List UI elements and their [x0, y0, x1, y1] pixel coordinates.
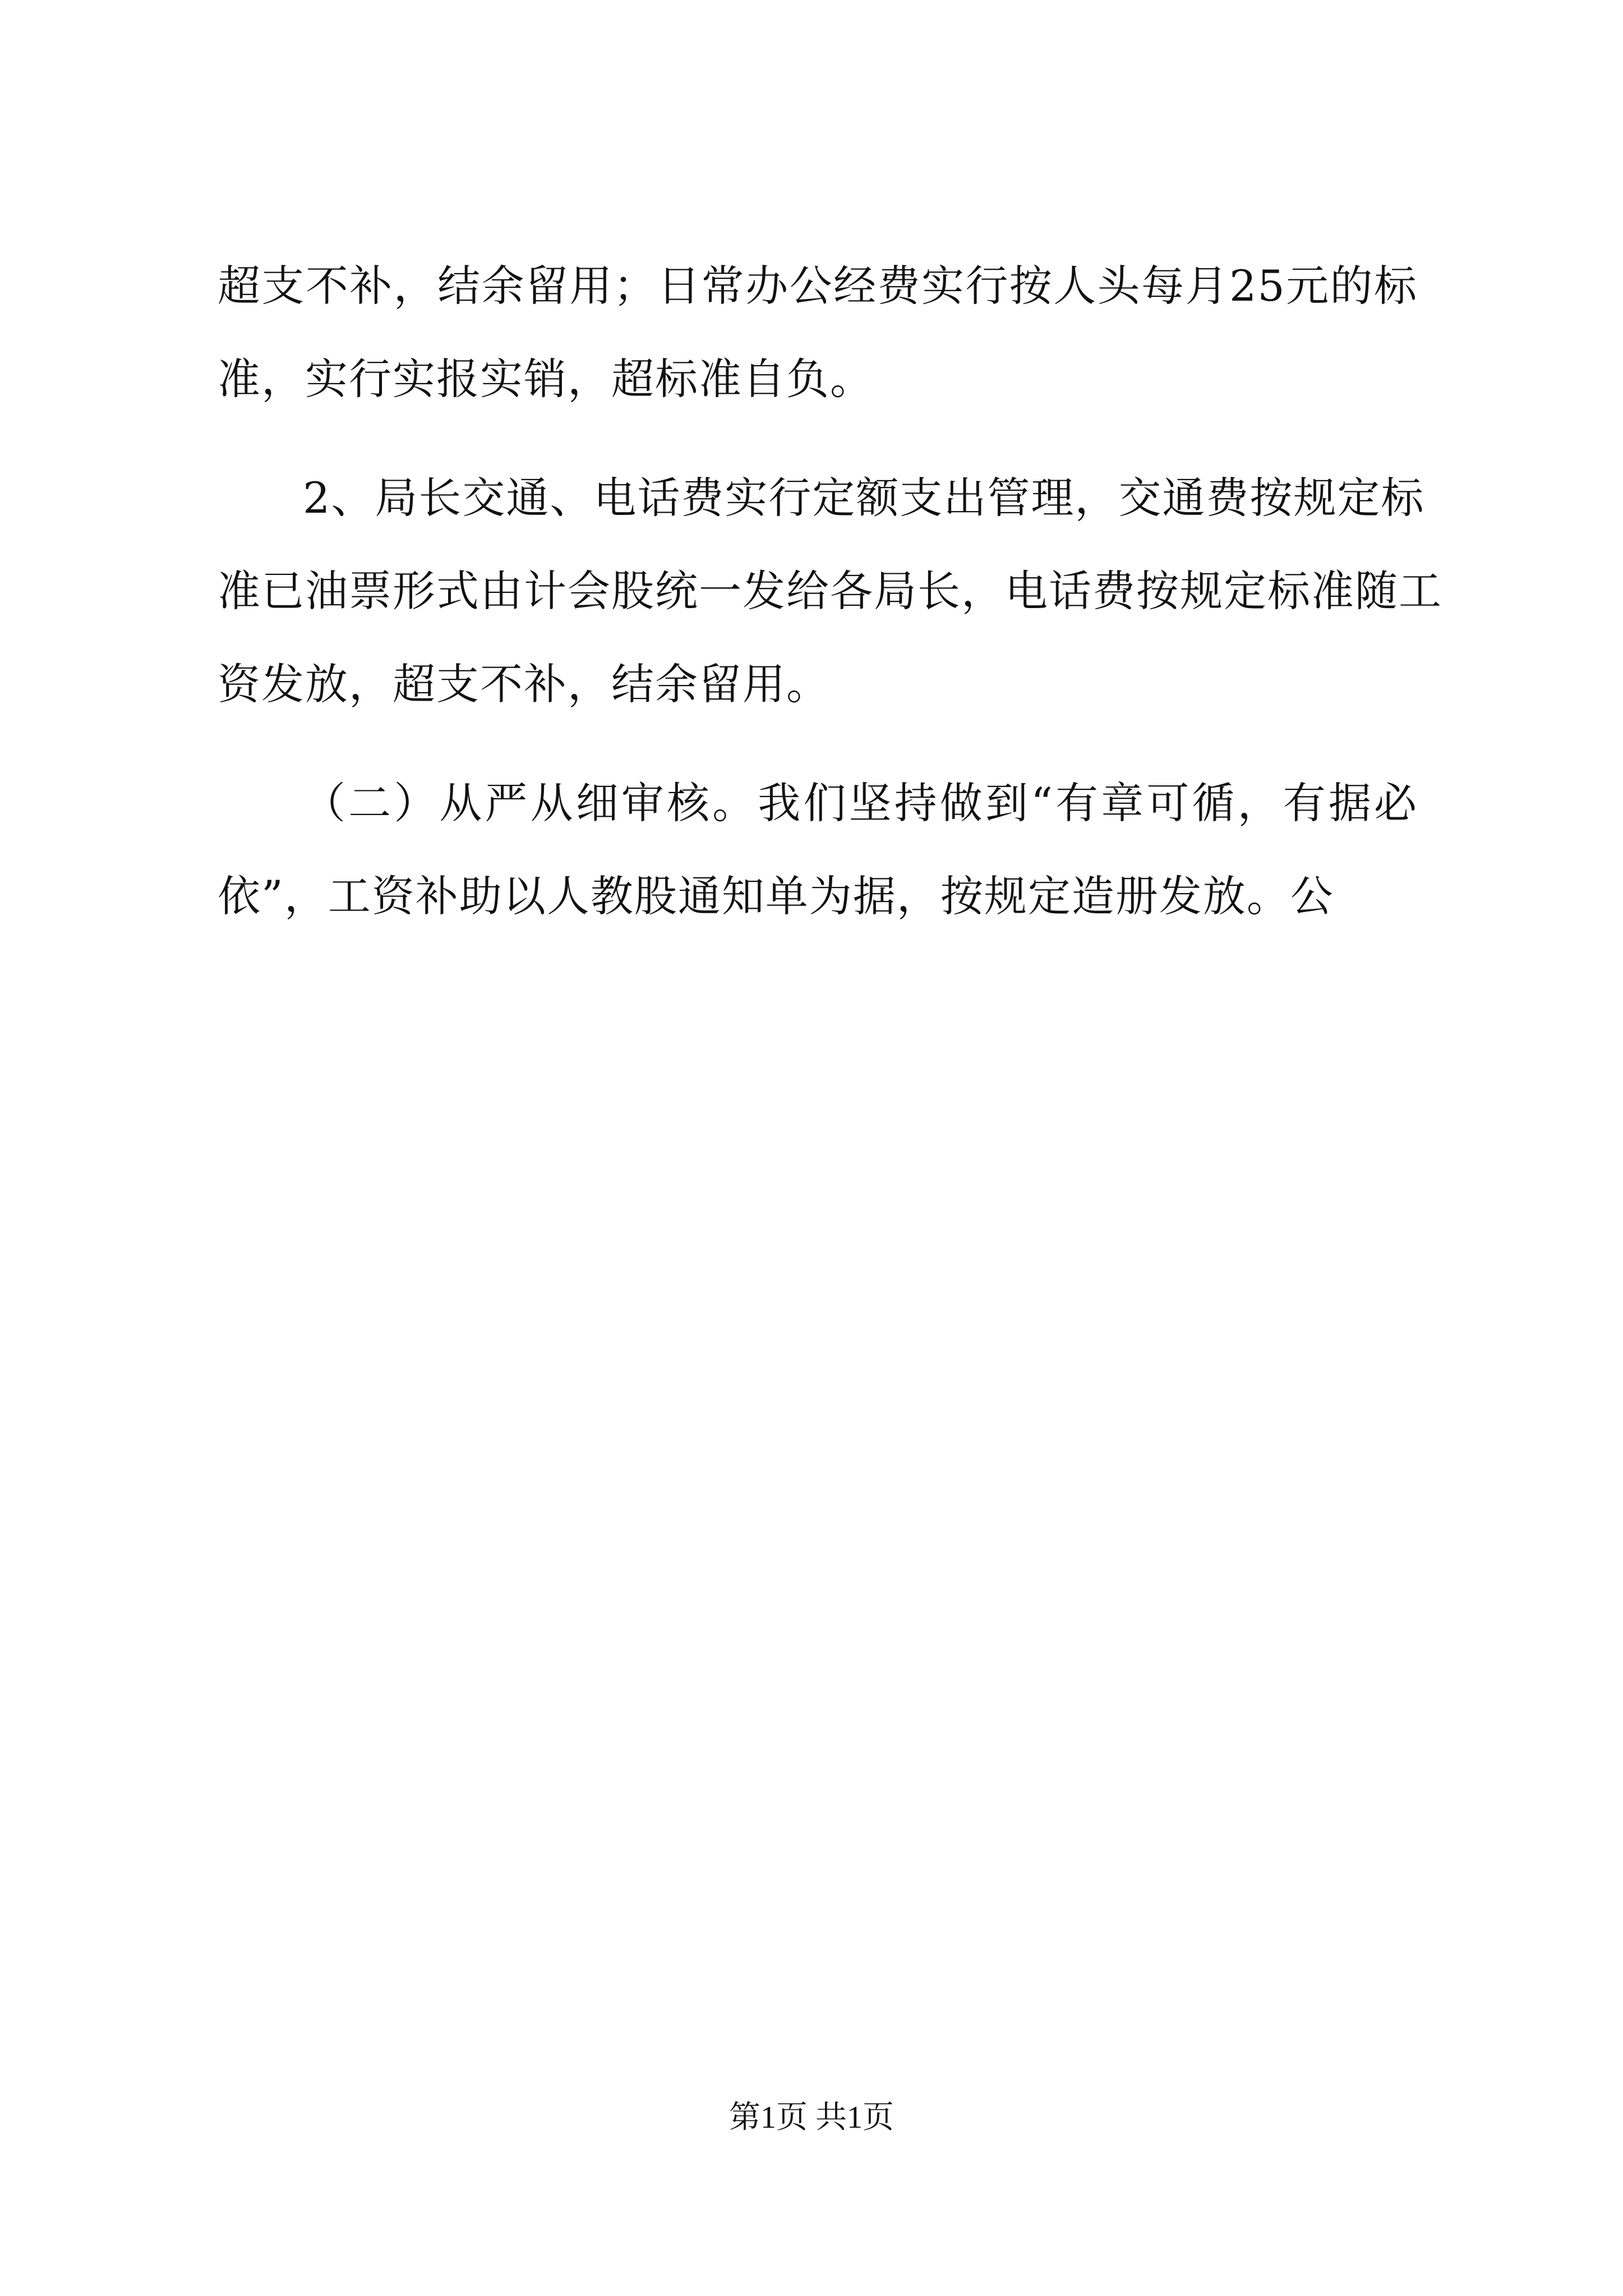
paragraph-start: 2、局长交通、电话费实行定额支出管理，交通费按规定标	[303, 473, 1425, 523]
text-line: 超支不补，结余留用；日常办公经费实行按人头每月25元的标	[218, 261, 1418, 311]
paragraph-start: （二）从严从细审核。我们坚持做到“有章可循，有据必	[303, 778, 1418, 828]
text-line: 依”，工资补助以人教股通知单为据，按规定造册发放。公	[218, 871, 1334, 921]
text-line: 准，实行实报实销，超标准自负。	[218, 354, 874, 404]
text-line: 资发放，超支不补，结余留用。	[218, 659, 830, 709]
text-line: 准已油票形式由计会股统一发给各局长，电话费按规定标准随工	[218, 566, 1442, 616]
page-footer: 第1页 共1页	[729, 2100, 894, 2135]
